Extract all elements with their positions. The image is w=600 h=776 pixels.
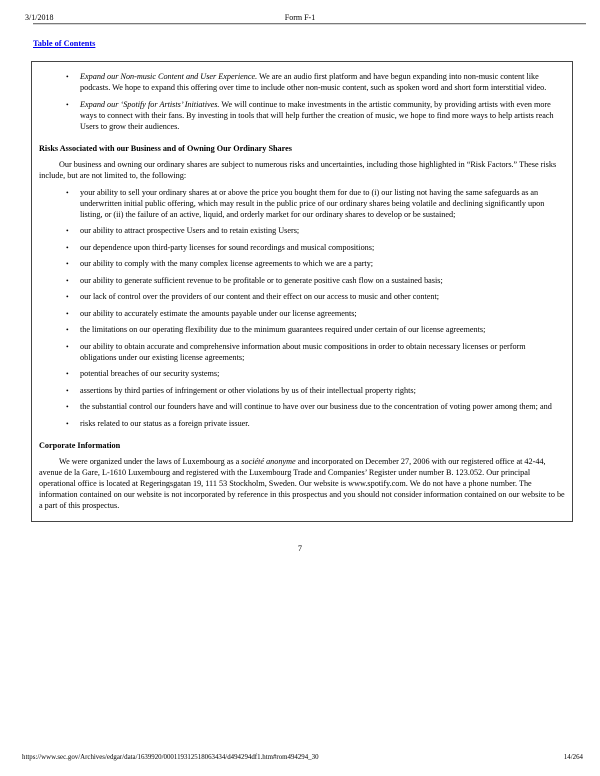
- bullet-text: our ability to generate sufficient revenue to be profitable or to generate positive cash flow on a sustained basis;: [80, 275, 443, 285]
- list-item: [66, 275, 566, 286]
- bullet-text: our ability to accurately estimate the amounts payable under our license agreements;: [80, 308, 357, 318]
- header-divider: [33, 23, 586, 25]
- bullet-text: our ability to attract prospective Users and to retain existing Users;: [80, 226, 300, 235]
- risks-heading: Risks Associated with our Business and of Owning Our Ordinary Shares: [39, 143, 292, 153]
- risks-intro-paragraph: Our business and owning our ordinary shares are subject to numerous risks and uncertainties, including those highlighted in “Risk Factors.” These risks include, but are not limited to, the following:: [39, 159, 557, 180]
- corp-text-italic: société anonyme: [241, 456, 296, 466]
- bullet-text: risks related to our status as a foreign private issuer.: [80, 418, 250, 428]
- list-item: [66, 401, 566, 412]
- list-item: [66, 225, 566, 236]
- list-item: [66, 385, 566, 396]
- strategy-bullet-list: [38, 71, 566, 132]
- bullet-icon: •: [66, 292, 69, 301]
- bullet-text: the substantial control our founders have and will continue to have over our business due to the concentration of voting power among them; and: [80, 402, 552, 411]
- table-of-contents-link[interactable]: Table of Contents: [33, 39, 96, 48]
- list-item: [66, 99, 566, 132]
- bullet-icon: •: [66, 187, 69, 197]
- bullet-icon: •: [66, 385, 69, 395]
- bullet-text: our lack of control over the providers of our content and their effect on our access to music and other content;: [80, 292, 440, 301]
- list-item: [66, 324, 566, 335]
- list-item: [66, 308, 566, 319]
- list-item: [66, 258, 566, 269]
- bullet-icon: •: [66, 99, 69, 109]
- risk-bullet-list: [38, 187, 566, 429]
- bullet-icon: •: [66, 72, 69, 81]
- footer-page-indicator: 14/264: [563, 754, 583, 761]
- print-footer: [22, 754, 583, 762]
- bullet-lead: Expand our Non-music Content and User Experience.: [80, 72, 258, 81]
- bullet-icon: •: [66, 259, 69, 268]
- bullet-icon: •: [66, 402, 69, 411]
- list-item: [66, 291, 566, 302]
- bullet-text: potential breaches of our security systems;: [80, 369, 220, 378]
- bullet-text: our dependence upon third-party licenses for sound recordings and musical compositions;: [80, 242, 375, 252]
- bullet-text: your ability to sell your ordinary shares at or above the price you bought them for due to (i) our listing not having the same safeguards as an underwritten initial public offering, which may result in the public price of our ordinary shares being volatile and declining significantly upon listing, or (ii) the failure of an active, liquid, and orderly market for our ordinary shares to develop or be sustained;: [80, 187, 545, 219]
- content-box: [31, 61, 573, 522]
- bullet-text: assertions by third parties of infringement or other violations by us of their intellectual property rights;: [80, 385, 416, 395]
- corporate-info-heading: Corporate Information: [39, 440, 121, 450]
- bullet-text: the limitations on our operating flexibility due to the minimum guarantees required under certain of our license agreements;: [80, 325, 486, 334]
- list-item: [66, 242, 566, 253]
- bullet-text: our ability to comply with the many complex license agreements to which we are a party;: [80, 259, 374, 268]
- footer-url: https://www.sec.gov/Archives/edgar/data/1639920/000119312518063434/d494294df1.htm#rom494294_30: [22, 754, 319, 761]
- list-item: [66, 418, 566, 429]
- print-date: 3/1/2018: [25, 13, 54, 22]
- bullet-text: [80, 99, 566, 132]
- bullet-icon: •: [66, 275, 69, 285]
- list-item: [66, 187, 566, 220]
- list-item: [66, 341, 566, 363]
- corp-text-before: We were organized under the laws of Luxembourg as a: [59, 456, 242, 466]
- page-number: 7: [297, 543, 303, 553]
- bullet-icon: •: [66, 369, 69, 378]
- bullet-icon: •: [66, 226, 69, 235]
- bullet-text: [80, 71, 566, 93]
- bullet-body: We will continue to make investments in the artistic community, by providing artists with even more ways to connect with their fans. By investing in tools that will help further the creation of music, we hope to find more ways to help artists reach Users to grow their audiences.: [80, 99, 554, 131]
- bullet-lead: Expand our ‘Spotify for Artists’ Initiatives.: [80, 99, 220, 109]
- bullet-icon: •: [66, 308, 69, 318]
- corporate-info-paragraph: [39, 456, 565, 511]
- bullet-body: We are an audio first platform and have begun expanding into non-music content like podcasts. We hope to expand this offering over time to include other non-music content, such as spoken word and short form interstitial video.: [80, 72, 547, 92]
- document-title: Form F-1: [284, 13, 316, 22]
- bullet-text: our ability to obtain accurate and comprehensive information about music compositions in order to obtain necessary licenses or perform obligations under our existing license agreements;: [80, 341, 526, 362]
- corp-text-after: and incorporated on December 27, 2006 with our registered office at 42-44, avenue de la Gare, L-1610 Luxembourg and registered with the Luxembourg Trade and Companies’ Register under number B. 123.052. Our principal operational office is located at Regeringsgatan 19, 111 53 Stockholm, Sweden. Our website is www.spotify.com. We do not have a phone number. The information contained on our website is not incorporated by reference in this prospectus and you should not consider information contained on our website to be a part of this prospectus.: [39, 456, 565, 510]
- bullet-icon: •: [66, 325, 69, 334]
- list-item: [66, 368, 566, 379]
- list-item: [66, 71, 566, 93]
- bullet-icon: •: [66, 242, 69, 252]
- bullet-icon: •: [66, 418, 69, 428]
- bullet-icon: •: [66, 341, 69, 351]
- print-header: [0, 0, 600, 22]
